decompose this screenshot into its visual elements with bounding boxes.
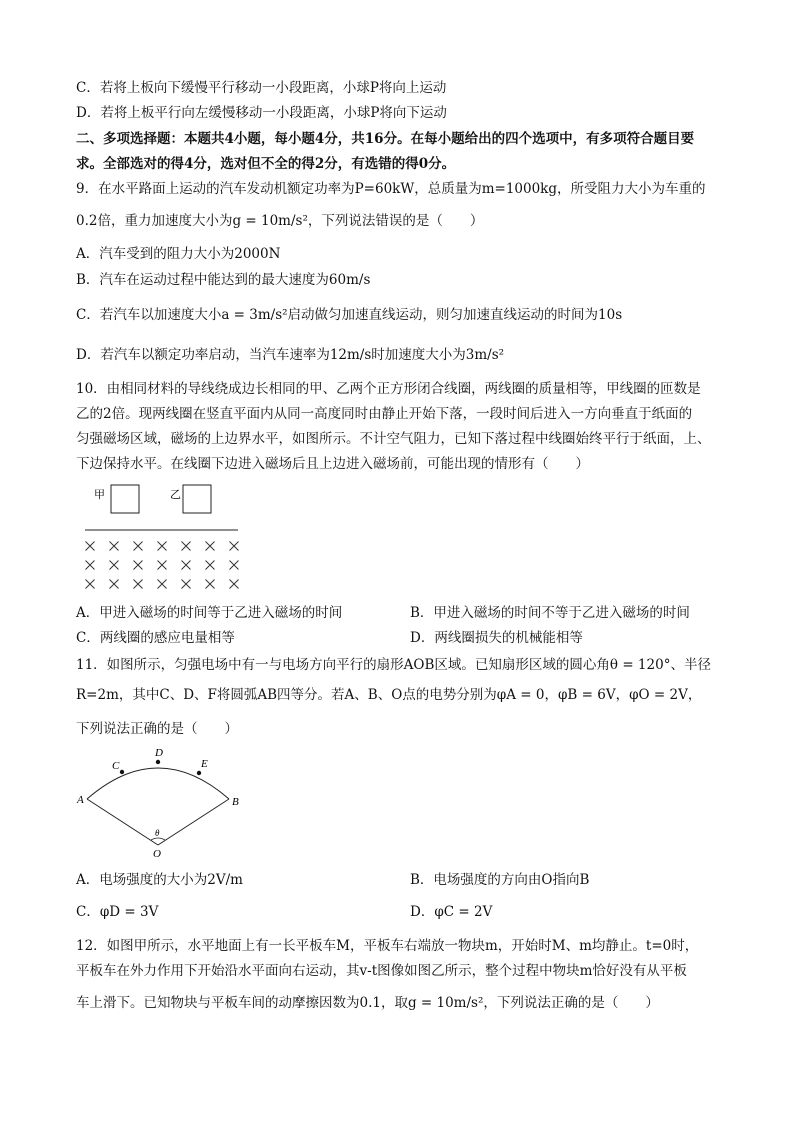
q11-option-b: B．电场强度的方向由O指向B — [410, 872, 590, 888]
q11-stem-line1: 11．如图所示，匀强电场中有一与电场方向平行的扇形AOB区域。已知扇形区域的圆心角θ = 120°、半径 — [76, 657, 711, 673]
field-cross — [206, 580, 215, 589]
field-cross — [182, 561, 191, 570]
q11-stem-line2: R=2m，其中C、D、F将圆弧AB四等分。若A、B、O点的电势分别为φA = 0，φB = 6V，φO = 2V， — [76, 687, 702, 703]
field-cross — [182, 580, 191, 589]
field-cross — [158, 542, 167, 551]
q9-option-b: B．汽车在运动过程中能达到的最大速度为60m/s — [76, 272, 371, 288]
q10-option-c: C．两线圈的感应电量相等 — [76, 630, 235, 646]
prev-option-d: D．若将上板平行向左缓慢移动一小段距离，小球P将向下运动 — [76, 105, 447, 121]
field-cross — [134, 561, 143, 570]
q11-option-c: C．φD = 3V — [76, 904, 159, 920]
field-cross — [134, 542, 143, 551]
field-cross — [110, 542, 119, 551]
coil-yi — [183, 485, 211, 513]
q11-option-a: A．电场强度的大小为2V/m — [76, 872, 243, 888]
field-cross — [230, 580, 239, 589]
label-e: E — [201, 758, 208, 770]
q10-stem-line2: 乙的2倍。现两线圈在竖直平面内从同一高度同时由静止开始下落，一段时间后进入一方向垂直于纸面的 — [76, 406, 693, 422]
field-cross — [110, 561, 119, 570]
radius-oa — [87, 799, 158, 845]
field-cross — [134, 580, 143, 589]
prev-option-c: C．若将上板向下缓慢平行移动一小段距离，小球P将向上运动 — [76, 80, 447, 96]
field-crosses — [86, 542, 239, 589]
field-cross — [206, 542, 215, 551]
q11-sector-figure — [74, 742, 254, 862]
point-e — [197, 771, 201, 775]
section2-heading-line2: 求。全部选对的得4分，选对但不全的得2分，有选错的得0分。 — [76, 156, 456, 172]
field-cross — [86, 580, 95, 589]
label-a: A — [77, 794, 84, 806]
q10-stem-line3: 匀强磁场区域，磁场的上边界水平，如图所示。不计空气阻力，已知下落过程中线圈始终平行于纸面，上、 — [76, 431, 711, 447]
q11-stem-line3: 下列说法正确的是（ ） — [76, 721, 238, 737]
field-cross — [182, 542, 191, 551]
field-cross — [206, 561, 215, 570]
angle-theta-arc — [151, 838, 165, 840]
q9-option-a: A．汽车受到的阻力大小为2000N — [76, 246, 281, 262]
field-cross — [86, 561, 95, 570]
q10-stem-line4: 下边保持水平。在线圈下边进入磁场后且上边进入磁场前，可能出现的情形有（ ） — [76, 456, 589, 472]
q10-magnetic-field-figure — [80, 480, 245, 595]
q10-stem-line1: 10．由相同材料的导线绕成边长相同的甲、乙两个正方形闭合线圈，两线圈的质量相等，甲线圈的匝数是 — [76, 381, 701, 397]
field-cross — [158, 580, 167, 589]
point-c — [120, 770, 124, 774]
label-theta: θ — [155, 828, 160, 838]
q11-option-d: D．φC = 2V — [410, 904, 493, 920]
q9-stem-line1: 9．在水平路面上运动的汽车发动机额定功率为P=60kW，总质量为m=1000kg，所受阻力大小为车重的 — [76, 181, 706, 197]
coil-jia — [111, 485, 139, 513]
section2-heading-line1: 二、多项选择题：本题共4小题，每小题4分，共16分。在每小题给出的四个选项中，有多项符合题目要 — [76, 131, 695, 147]
q12-stem-line2: 平板车在外力作用下开始沿水平面向右运动，其v-t图像如图乙所示，整个过程中物块m恰好没有从平板 — [76, 963, 687, 979]
radius-ob — [158, 799, 229, 845]
field-cross — [230, 561, 239, 570]
q9-option-c: C．若汽车以加速度大小a = 3m/s²启动做匀加速直线运动，则匀加速直线运动的时间为10s — [76, 307, 623, 323]
field-cross — [86, 542, 95, 551]
label-b: B — [232, 796, 239, 808]
q9-option-d: D．若汽车以额定功率启动，当汽车速率为12m/s时加速度大小为3m/s² — [76, 347, 505, 363]
field-cross — [110, 580, 119, 589]
q10-option-a: A．甲进入磁场的时间等于乙进入磁场的时间 — [76, 605, 343, 621]
q10-option-b: B．甲进入磁场的时间不等于乙进入磁场的时间 — [410, 605, 690, 621]
q12-stem-line1: 12．如图甲所示，水平地面上有一长平板车M，平板车右端放一物块m，开始时M、m均静止。t=0时， — [76, 938, 699, 954]
q12-stem-line3: 车上滑下。已知物块与平板车间的动摩擦因数为0.1，取g = 10m/s²，下列说法正确的是（ ） — [76, 995, 659, 1011]
field-cross — [230, 542, 239, 551]
coil-yi-label: 乙 — [170, 489, 181, 501]
label-o: O — [153, 848, 161, 860]
label-d: D — [155, 747, 163, 759]
coil-jia-label: 甲 — [94, 489, 105, 501]
q10-option-d: D．两线圈损失的机械能相等 — [410, 630, 583, 646]
point-d — [156, 760, 160, 764]
sector-arc-ab — [87, 768, 229, 799]
field-cross — [158, 561, 167, 570]
label-c: C — [112, 760, 120, 772]
q9-stem-line2: 0.2倍，重力加速度大小为g = 10m/s²，下列说法错误的是（ ） — [76, 213, 484, 229]
